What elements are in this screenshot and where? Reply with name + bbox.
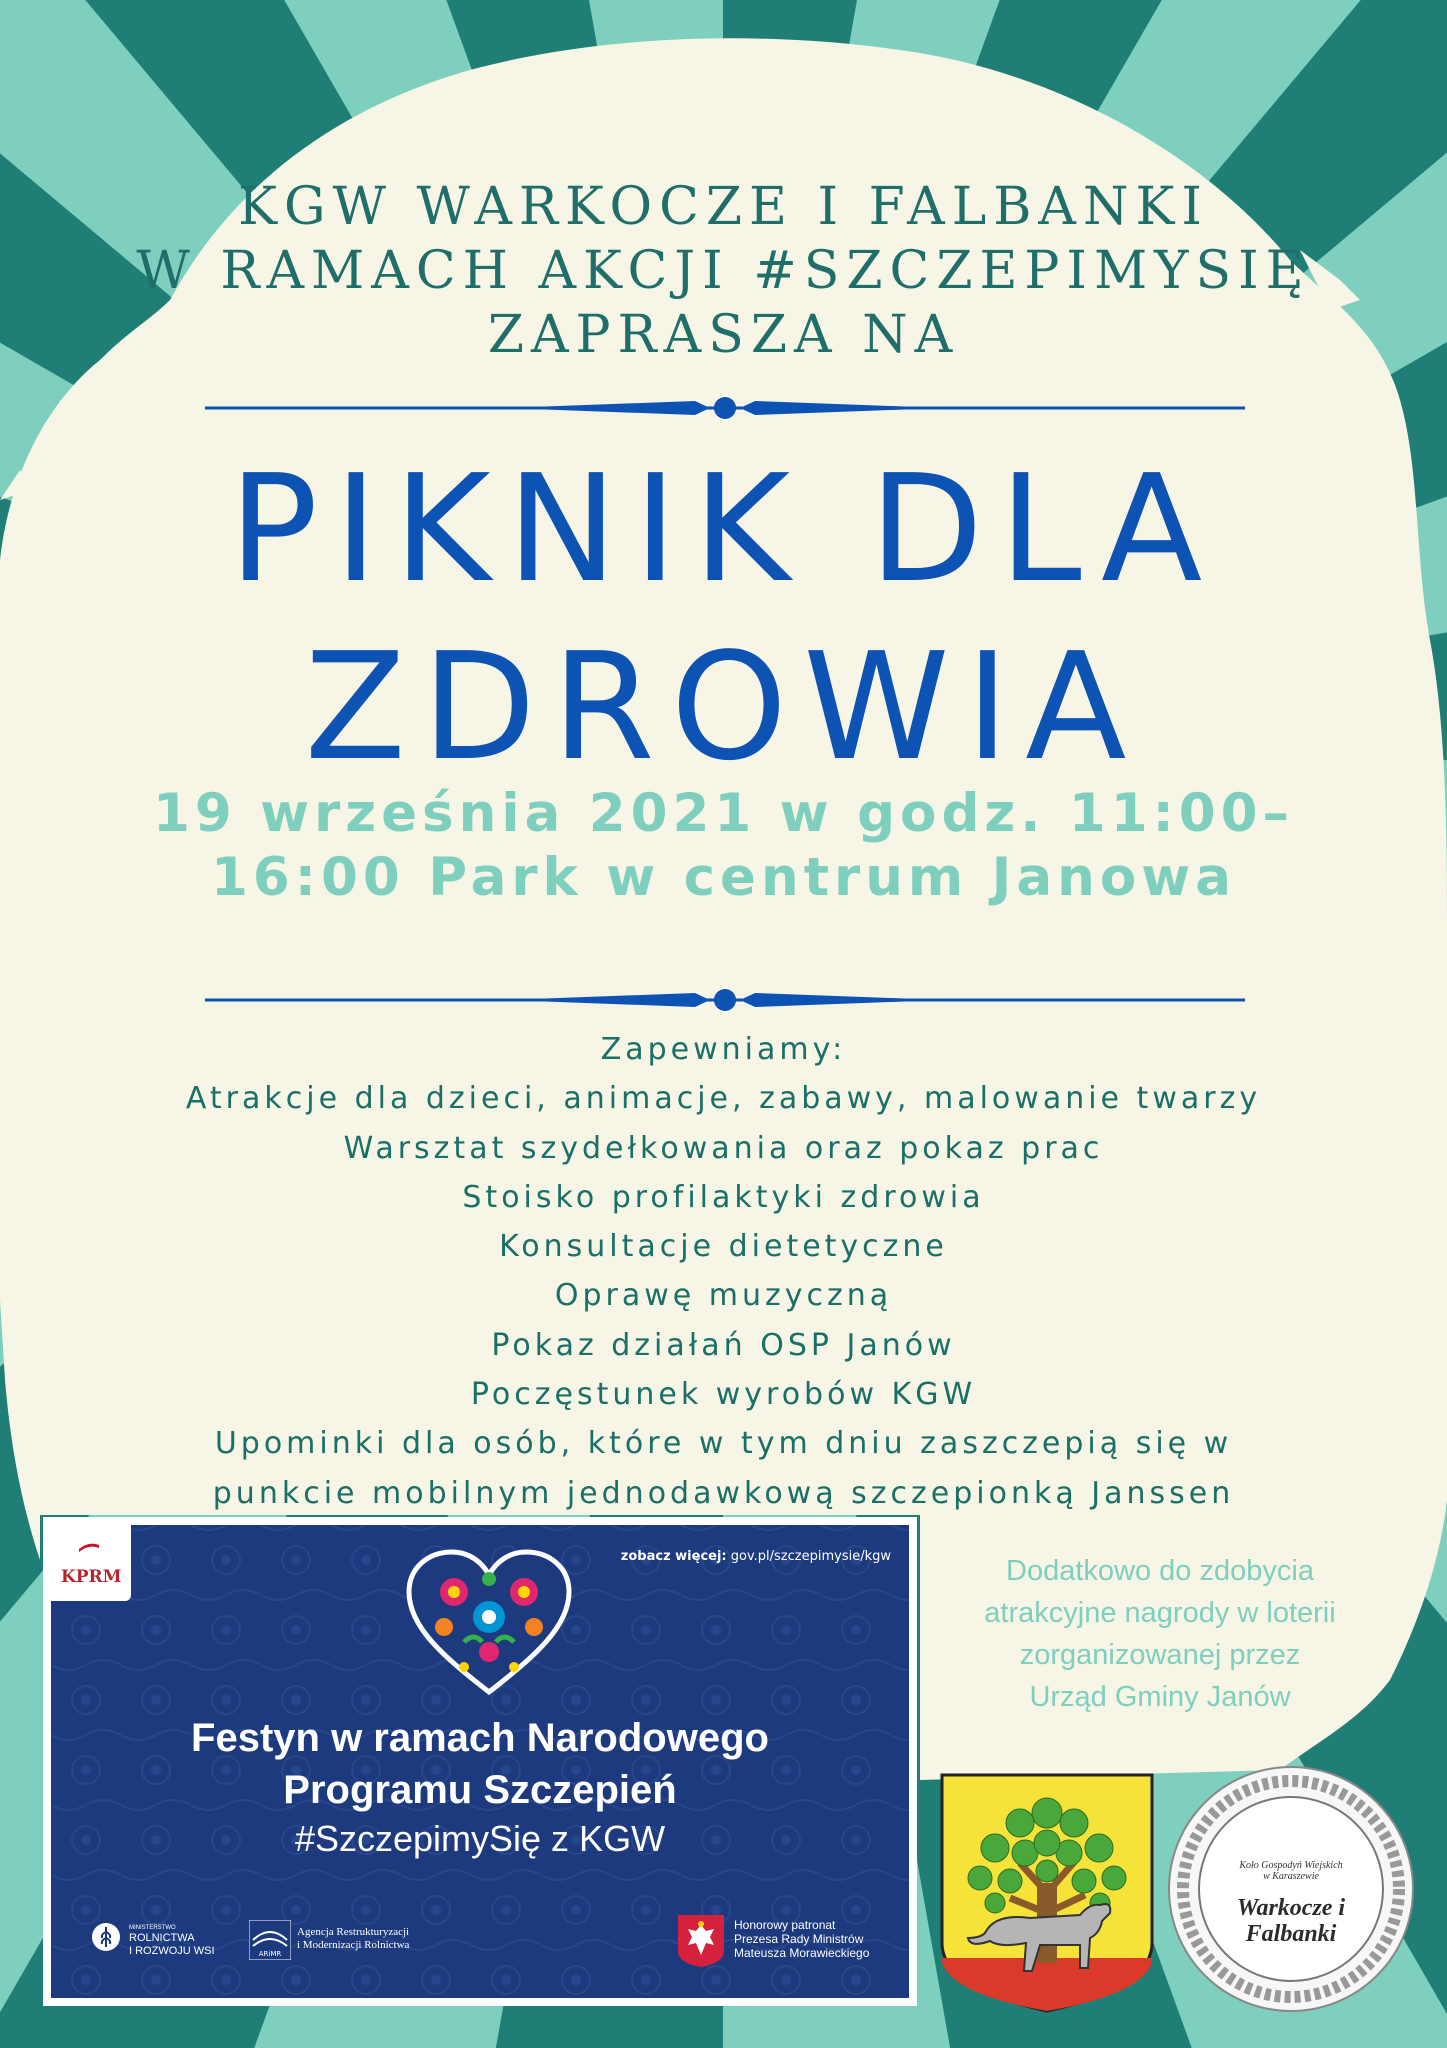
wheat-icon: [91, 1922, 121, 1952]
title-line-1: PIKNIK DLA: [228, 443, 1219, 615]
badge-small-line-2: w Karaszewie: [1263, 1871, 1319, 1882]
ornamental-divider-top: [205, 393, 1245, 423]
offer-list: [0, 1025, 1447, 1518]
patron-line-3: Mateusza Morawieckiego: [734, 1946, 870, 1960]
ministry-line-1: ROLNICTWA: [129, 1932, 195, 1944]
event-date-place: [0, 782, 1447, 910]
organizer-header: [0, 175, 1447, 367]
offer-item: punkcie mobilnym jednodawkową szczepionką Janssen: [212, 1475, 1235, 1511]
offer-item: Warsztat szydełkowania oraz pokaz prac: [343, 1130, 1104, 1166]
offer-item: Atrakcje dla dzieci, animacje, zabawy, malowanie twarzy: [185, 1081, 1262, 1117]
badge-name: [1188, 1895, 1394, 1947]
patron-line-2: Prezesa Rady Ministrów: [734, 1932, 864, 1946]
badge-small-line-1: Koło Gospodyń Wiejskich: [1239, 1860, 1343, 1871]
header-line-1: KGW WARKOCZE I FALBANKI: [238, 177, 1209, 237]
folk-heart-icon: [404, 1547, 574, 1697]
offer-item: Konsultacje dietetyczne: [499, 1229, 948, 1265]
offer-item: Pokaz działań OSP Janów: [491, 1327, 956, 1363]
badge-name-line-1: Warkocze i: [1236, 1895, 1346, 1921]
lottery-info: [925, 1550, 1395, 1718]
event-title: [0, 440, 1447, 796]
lottery-line-1: Dodatkowo do zdobycia: [1006, 1555, 1314, 1587]
lottery-line-4: Urząd Gminy Janów: [1029, 1681, 1291, 1713]
offer-item: Oprawę muzyczną: [554, 1278, 893, 1314]
date-line-2: 16:00 Park w centrum Janowa: [211, 847, 1236, 908]
banner-title-line-2: Programu Szczepień: [283, 1768, 677, 1812]
offer-item: Poczęstunek wyrobów KGW: [470, 1377, 977, 1413]
header-line-3: ZAPRASZA NA: [487, 305, 960, 365]
badge-name-line-2: Falbanki: [1245, 1921, 1337, 1947]
date-line-1: 19 września 2021 w godz. 11:00–: [152, 783, 1295, 844]
ministry-small-label: MINISTERSTWO: [129, 1925, 176, 1931]
vaccination-festival-banner: [43, 1517, 917, 2006]
title-line-2: ZDROWIA: [304, 621, 1143, 793]
header-line-2: W RAMACH AKCJI #SZCZEPIMYSIĘ: [136, 241, 1311, 301]
kgw-badge-icon: [1165, 1763, 1417, 2015]
ornamental-divider-bottom: [205, 985, 1245, 1015]
arimr-icon: [249, 1920, 291, 1960]
flag-icon: [77, 1539, 101, 1553]
ministry-line-2: I ROZWOJU WSI: [129, 1945, 215, 1957]
banner-hashtag: #SzczepimySię z KGW: [294, 1818, 666, 1859]
banner-title: [51, 1712, 909, 1816]
badge-small-text: [1188, 1860, 1394, 1882]
offer-item: Stoisko profilaktyki zdrowia: [462, 1179, 985, 1215]
arimr-logo-label: ARiMR: [258, 1950, 282, 1958]
lottery-line-2: atrakcyjne nagrody w loterii: [984, 1597, 1336, 1629]
patron-line-1: Honorowy patronat: [734, 1918, 836, 1932]
see-more-link[interactable]: [621, 1549, 891, 1564]
see-more-url: gov.pl/szczepimysie/kgw: [730, 1549, 891, 1564]
offer-heading: Zapewniamy:: [600, 1032, 847, 1067]
see-more-label: zobacz więcej:: [620, 1549, 727, 1564]
kprm-label: KPRM: [61, 1567, 122, 1587]
kprm-logo: [51, 1525, 131, 1601]
banner-panel: [51, 1525, 909, 1998]
janow-coat-of-arms-icon: [940, 1773, 1154, 2013]
polish-eagle-icon: [678, 1915, 724, 1967]
arimr-line-2: i Modernizacji Rolnictwa: [297, 1939, 410, 1951]
banner-title-line-1: Festyn w ramach Narodowego: [191, 1716, 769, 1760]
lottery-line-3: zorganizowanej przez: [1019, 1639, 1301, 1671]
offer-item: Upominki dla osób, które w tym dniu zaszczepią się w: [214, 1426, 1233, 1462]
arimr-line-1: Agencja Restrukturyzacji: [297, 1926, 410, 1938]
